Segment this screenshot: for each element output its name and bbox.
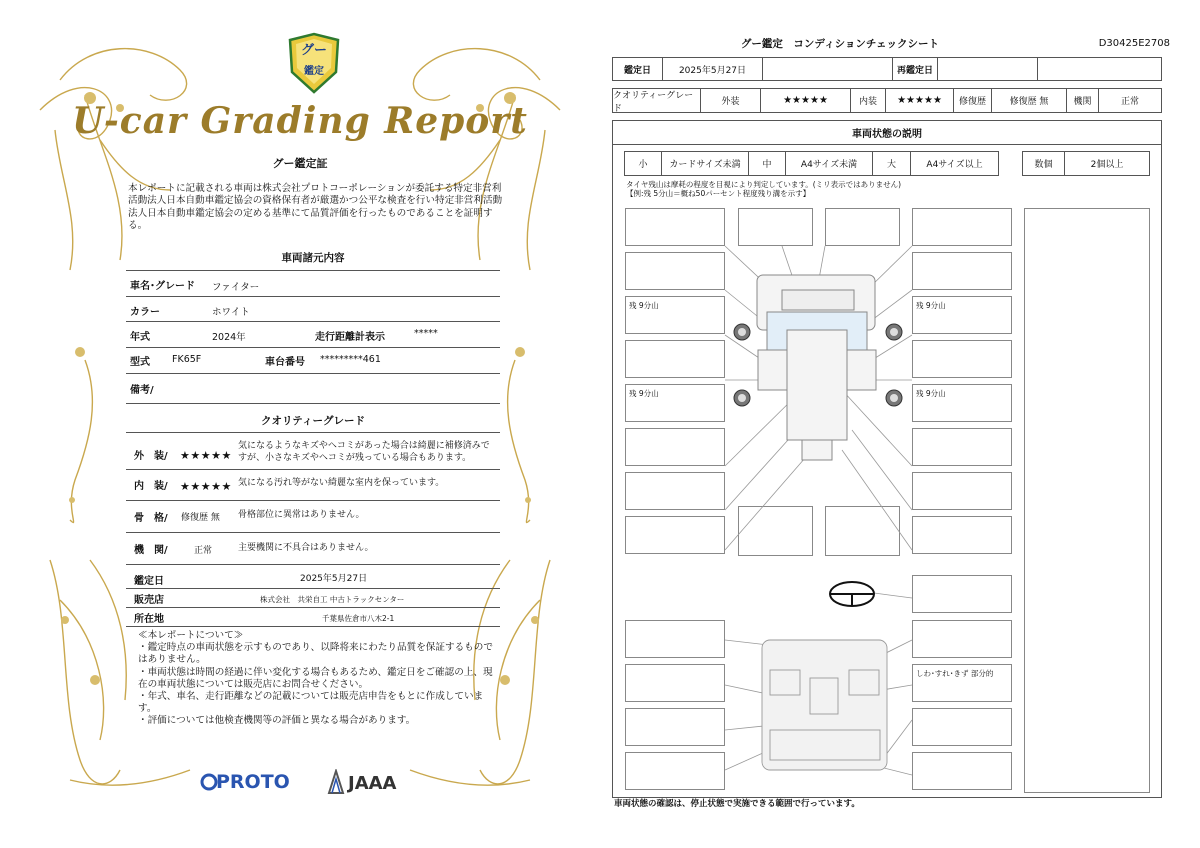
count-label: 数個 — [1023, 152, 1065, 175]
year-label: 年式 — [130, 332, 150, 343]
spec-section-title: 車両諸元内容 — [281, 252, 345, 264]
tire-label: 残 9分山 — [916, 301, 946, 310]
divider — [126, 532, 500, 533]
grade-row — [612, 88, 1162, 113]
exterior-description: 気になるようなキズやヘコミがあった場合は綺麗に補修済みですが、小さなキズやヘコミが残っている場合もあります。 — [238, 441, 490, 463]
badge-sub: 鑑定 — [304, 66, 324, 77]
repair-label: 修復歴 — [954, 89, 992, 112]
badge-text: グー — [300, 43, 327, 58]
divider — [126, 403, 500, 404]
address-value: 千葉県佐倉市八木2-1 — [322, 614, 395, 623]
divider — [126, 500, 500, 501]
sheet-code: D30425E2708 — [1098, 38, 1170, 49]
note-item: ・年式、車名、走行距離などの記載については販売店申告をもとに作成しています。 — [138, 691, 484, 715]
divider — [126, 321, 500, 322]
tire-label: 残 9分山 — [629, 389, 659, 398]
grade-section-title: クオリティーグレード — [261, 415, 365, 427]
chassis-value: *********461 — [320, 354, 381, 365]
model-value: FK65F — [172, 354, 202, 365]
tire-example-note: 【例:残 5分山＝概ね50パーセント程度残り溝を示す】 — [626, 189, 811, 198]
year-value: 2024年 — [212, 332, 246, 343]
empty-cell — [763, 58, 893, 80]
address-label: 所在地 — [134, 614, 164, 625]
divider — [126, 564, 500, 565]
chassis-label: 車台番号 — [265, 357, 305, 368]
engine-value: 正常 — [1120, 97, 1139, 107]
note-item: ・鑑定時点の車両状態を示すものであり、以降将来にわたり品質を保証するものではありません。 — [138, 642, 493, 666]
divider — [126, 588, 500, 589]
engine-label: 機 関/ — [134, 545, 168, 556]
model-label: 型式 — [130, 357, 150, 368]
note-item: ・評価については他検査機関等の評価と異なる場合があります。 — [138, 715, 416, 727]
size-small-label: 小 — [625, 152, 662, 175]
frame-label: 骨 格/ — [134, 513, 168, 524]
divider — [126, 432, 500, 433]
interior-label: 内装 — [851, 89, 886, 112]
size-small-desc: カードサイズ未満 — [662, 152, 749, 175]
date-value: 2025年5月27日 — [300, 574, 368, 584]
car-name-label: 車名･グレード — [130, 281, 195, 292]
sheet-date-label: 鑑定日 — [613, 58, 663, 80]
size-large-desc: A4サイズ以上 — [926, 160, 983, 170]
report-notes — [138, 630, 498, 728]
frame-description: 骨格部位に異常はありません。 — [238, 510, 365, 520]
reinspect-label: 再鑑定日 — [893, 58, 938, 80]
divider — [126, 607, 500, 608]
interior-label: しわ･すれ･きず 部分的 — [916, 669, 994, 678]
jaaa-logo-icon — [327, 769, 345, 795]
size-large-label: 大 — [873, 152, 911, 175]
tire-label: 残 9分山 — [916, 389, 946, 398]
size-medium-label: 中 — [749, 152, 786, 175]
sheet-date-value: 2025年5月27日 — [663, 58, 763, 80]
exterior-label: 外装 — [701, 89, 761, 112]
proto-logo-text: PROTO — [216, 771, 290, 793]
divider — [126, 296, 500, 297]
interior-description: 気になる汚れ等がない綺麗な室内を保っています。 — [238, 478, 445, 488]
engine-label: 機関 — [1067, 89, 1099, 112]
interior-label: 内 装/ — [134, 481, 168, 492]
sheet-footer-note: 車両状態の確認は、停止状態で実施できる範囲で行っています。 — [614, 799, 860, 809]
notes-title: ≪本レポートについて≫ — [138, 630, 244, 641]
condition-section-title: 車両状態の説明 — [613, 121, 1161, 145]
interior-stars: ★★★★★ — [180, 480, 232, 493]
exterior-stars: ★★★★★ — [761, 89, 851, 112]
count-legend — [1022, 151, 1150, 176]
repair-value: 修復歴 無 — [992, 89, 1067, 112]
certificate-intro: 本レポートに記載される車両は株式会社プロトコーポレーションが委託する特定非営利活動法人日本自動車鑑定協会の資格保有者が厳選かつ公平な検査を行い特定非営利活動法人日本自動車鑑定協会の定める基準にて品質評価を行ったものであることを証明する。 — [128, 183, 503, 232]
divider — [126, 270, 500, 271]
exterior-label: 外 装/ — [134, 451, 168, 462]
mileage-label: 走行距離計表示 — [315, 332, 385, 343]
size-legend — [624, 151, 999, 176]
remarks-label: 備考/ — [130, 385, 154, 396]
tire-label: 残 9分山 — [629, 301, 659, 310]
report-script-title: U-car Grading Report — [72, 100, 528, 142]
divider — [126, 626, 500, 627]
dealer-label: 販売店 — [134, 595, 164, 606]
grade-label: クオリティーグレード — [613, 89, 701, 112]
exterior-stars: ★★★★★ — [180, 449, 232, 462]
frame-value: 修復歴 無 — [181, 513, 220, 523]
notes-column — [1024, 208, 1150, 793]
divider — [126, 469, 500, 470]
truck-diagram-icon — [612, 200, 1022, 800]
note-item: ・車両状態は時間の経過に伴い変化する場合もあるため、鑑定日をご確認の上、現在の車両状態については販売店にお問合せください。 — [138, 666, 493, 690]
tire-note: タイヤ残山は摩耗の程度を目視により判定しています。(ミリ表示ではありません) — [626, 180, 902, 189]
color-value: ホワイト — [212, 307, 250, 318]
divider — [126, 347, 500, 348]
mileage-value: ***** — [414, 328, 438, 339]
size-medium-desc: A4サイズ未満 — [786, 152, 873, 175]
empty-cell — [938, 58, 1038, 80]
engine-value: 正常 — [194, 546, 213, 556]
date-row — [612, 57, 1162, 81]
sheet-title: グー鑑定 コンディションチェックシート — [740, 38, 940, 50]
jaaa-logo-text: JAAA — [348, 773, 397, 794]
dealer-value: 株式会社 共栄自工 中古トラックセンター — [260, 595, 405, 604]
certificate-heading: グー鑑定証 — [272, 157, 328, 170]
engine-description: 主要機関に不具合はありません。 — [238, 543, 374, 553]
count-desc: 2個以上 — [1090, 160, 1124, 170]
date-label: 鑑定日 — [134, 576, 164, 587]
divider — [126, 373, 500, 374]
color-label: カラー — [130, 307, 160, 318]
car-name-value: ファイター — [212, 282, 260, 293]
interior-stars: ★★★★★ — [886, 89, 954, 112]
